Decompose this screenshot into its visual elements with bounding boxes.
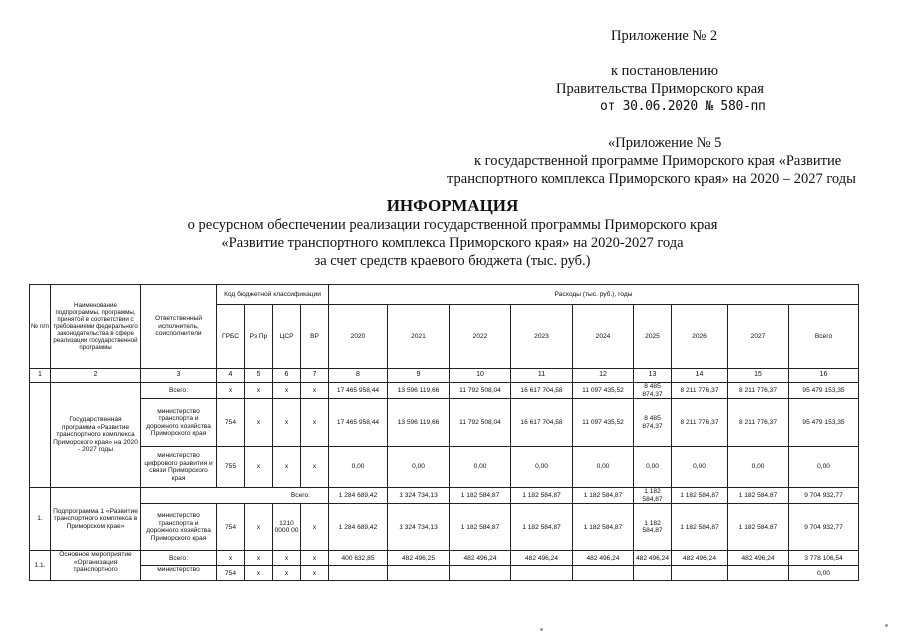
responsible-cell: министерство транспорта и дорожного хозяйства Приморского края (141, 504, 217, 551)
column-number: 6 (273, 369, 301, 383)
value-cell: 1 284 689,42 (329, 488, 388, 504)
value-cell: 1 182 584,87 (573, 504, 634, 551)
value-cell: 482 496,24 (511, 551, 573, 566)
header-rzpr: Рз Пр (245, 305, 273, 369)
value-cell (511, 566, 573, 581)
value-cell: 1 182 584,87 (573, 488, 634, 504)
budget-table (29, 284, 859, 581)
title-line-3: за счет средств краевого бюджета (тыс. руб.) (314, 253, 591, 269)
code-cell: x (301, 447, 329, 488)
code-cell: x (245, 566, 273, 581)
value-cell: 8 485 874,37 (634, 383, 672, 399)
value-cell (728, 566, 789, 581)
column-number: 9 (388, 369, 450, 383)
code-cell: 755 (217, 447, 245, 488)
code-cell: 754 (217, 566, 245, 581)
code-cell: x (301, 551, 329, 566)
row-number (30, 383, 51, 488)
value-cell: 1 182 584,87 (672, 504, 728, 551)
value-cell: 11 792 508,04 (450, 399, 511, 447)
responsible-cell: министерство транспорта и дорожного хозяйства Приморского края (141, 399, 217, 447)
program-name: Государственная программа «Развитие транспортного комплекса Приморского края» на 2020 - 2027 годы (51, 383, 141, 488)
value-cell: 1 182 584,87 (672, 488, 728, 504)
code-cell: x (301, 566, 329, 581)
value-cell: 0,00 (728, 447, 789, 488)
total-cell: 9 704 932,77 (789, 488, 859, 504)
year-header: 2021 (388, 305, 450, 369)
value-cell: 1 182 584,87 (511, 504, 573, 551)
code-cell: x (273, 551, 301, 566)
total-cell: 95 479 153,35 (789, 399, 859, 447)
value-cell: 0,00 (672, 447, 728, 488)
value-cell: 0,00 (388, 447, 450, 488)
total-cell: 95 479 153,35 (789, 383, 859, 399)
value-cell: 17 465 958,44 (329, 399, 388, 447)
code-cell: 1210 0000 00 (273, 504, 301, 551)
value-cell: 1 182 584,87 (634, 488, 672, 504)
total-cell: 3 778 106,54 (789, 551, 859, 566)
value-cell: 1 324 734,13 (388, 504, 450, 551)
column-numbers-row (30, 369, 859, 383)
value-cell: 8 211 776,37 (728, 383, 789, 399)
responsible-cell: Всего: (141, 488, 329, 504)
row-number: 1.1. (30, 551, 51, 581)
year-header: 2023 (511, 305, 573, 369)
value-cell (634, 566, 672, 581)
value-cell (388, 566, 450, 581)
table-row (30, 551, 859, 566)
subprogram-name: Подпрограмма 1 «Развитие транспортного комплекса в Приморском крае» (51, 488, 141, 551)
value-cell: 1 182 584,87 (634, 504, 672, 551)
value-cell (329, 566, 388, 581)
title-line-2: «Развитие транспортного комплекса Приморского края» на 2020-2027 года (221, 235, 684, 251)
column-number: 15 (728, 369, 789, 383)
code-cell: x (245, 551, 273, 566)
value-cell: 11 097 435,52 (573, 383, 634, 399)
table-row (30, 566, 859, 581)
responsible-cell: министерство (141, 566, 217, 581)
code-cell: x (273, 383, 301, 399)
table-row (30, 447, 859, 488)
value-cell (672, 566, 728, 581)
responsible-cell: Всего: (141, 383, 217, 399)
year-header: 2022 (450, 305, 511, 369)
code-cell: x (301, 504, 329, 551)
document-title: ИНФОРМАЦИЯ (386, 196, 519, 215)
header-expenses: Расходы (тыс. руб.), годы (329, 285, 859, 305)
value-cell: 8 211 776,37 (672, 383, 728, 399)
code-cell: x (301, 383, 329, 399)
value-cell: 13 596 119,66 (388, 399, 450, 447)
code-cell: x (245, 383, 273, 399)
column-number: 4 (217, 369, 245, 383)
value-cell: 482 496,25 (388, 551, 450, 566)
code-cell: x (217, 383, 245, 399)
scan-speck (885, 624, 888, 627)
header-vr: ВР (301, 305, 329, 369)
value-cell: 8 485 874,37 (634, 399, 672, 447)
value-cell: 482 496,24 (573, 551, 634, 566)
total-header: Всего (789, 305, 859, 369)
column-number: 2 (51, 369, 141, 383)
date-number-stamp: от 30.06.2020 № 580-пп (600, 99, 766, 114)
column-number: 7 (301, 369, 329, 383)
column-number: 3 (141, 369, 217, 383)
value-cell (573, 566, 634, 581)
value-cell: 8 211 776,37 (672, 399, 728, 447)
year-header: 2020 (329, 305, 388, 369)
value-cell: 0,00 (329, 447, 388, 488)
value-cell: 16 617 704,58 (511, 399, 573, 447)
program-line-2: транспортного комплекса Приморского края» на 2020 – 2027 годы (447, 171, 856, 187)
table-row (30, 504, 859, 551)
value-cell: 16 617 704,58 (511, 383, 573, 399)
year-header: 2024 (573, 305, 634, 369)
resolution-label: к постановлению (611, 63, 719, 79)
value-cell: 13 596 119,66 (388, 383, 450, 399)
code-cell: x (245, 504, 273, 551)
value-cell: 1 284 689,42 (329, 504, 388, 551)
header-responsible: Ответственный исполнитель, соисполнители (141, 285, 217, 369)
header-no: № п/п (30, 285, 51, 369)
total-cell: 9 704 932,77 (789, 504, 859, 551)
column-number: 12 (573, 369, 634, 383)
scan-speck (540, 628, 543, 631)
code-cell: 754 (217, 504, 245, 551)
header-grbs: ГРБС (217, 305, 245, 369)
activity-name: Основное мероприятие «Организация транспортного (51, 551, 141, 581)
value-cell: 17 465 958,44 (329, 383, 388, 399)
column-number: 1 (30, 369, 51, 383)
code-cell: x (217, 551, 245, 566)
value-cell: 482 496,24 (672, 551, 728, 566)
value-cell: 0,00 (634, 447, 672, 488)
title-line-1: о ресурсном обеспечении реализации государственной программы Приморского края (187, 217, 718, 233)
code-cell: x (273, 447, 301, 488)
code-cell: x (245, 399, 273, 447)
value-cell: 8 211 776,37 (728, 399, 789, 447)
header-csr: ЦСР (273, 305, 301, 369)
value-cell (450, 566, 511, 581)
header-name: Наименование подпрограммы, программы, принятой в соответствии с требованиями федерального законодательства в сфере реализации государственной программы (51, 285, 141, 369)
value-cell: 1 182 584,87 (450, 504, 511, 551)
year-header: 2026 (672, 305, 728, 369)
value-cell: 482 496,24 (450, 551, 511, 566)
column-number: 10 (450, 369, 511, 383)
appendix5-label: «Приложение № 5 (608, 135, 722, 151)
column-number: 11 (511, 369, 573, 383)
column-number: 5 (245, 369, 273, 383)
total-cell: 0,00 (789, 447, 859, 488)
value-cell: 11 097 435,52 (573, 399, 634, 447)
code-cell: x (245, 447, 273, 488)
column-number: 14 (672, 369, 728, 383)
value-cell: 1 182 584,87 (728, 488, 789, 504)
program-line-1: к государственной программе Приморского края «Развитие (474, 153, 842, 169)
value-cell: 11 792 508,04 (450, 383, 511, 399)
header-budget-code: Код бюджетной классификации (217, 285, 329, 305)
code-cell: 754 (217, 399, 245, 447)
row-number: 1. (30, 488, 51, 551)
total-cell: 0,00 (789, 566, 859, 581)
year-header: 2027 (728, 305, 789, 369)
value-cell: 482 496,24 (728, 551, 789, 566)
appendix-label: Приложение № 2 (611, 28, 718, 44)
value-cell: 0,00 (573, 447, 634, 488)
value-cell: 1 324 734,13 (388, 488, 450, 504)
value-cell: 400 632,85 (329, 551, 388, 566)
value-cell: 1 182 584,87 (511, 488, 573, 504)
value-cell: 482 496,24 (634, 551, 672, 566)
value-cell: 0,00 (511, 447, 573, 488)
code-cell: x (273, 566, 301, 581)
responsible-cell: Всего: (141, 551, 217, 566)
column-number: 16 (789, 369, 859, 383)
code-cell: x (273, 399, 301, 447)
government-label: Правительства Приморского края (556, 81, 764, 97)
table-row (30, 488, 859, 504)
column-number: 8 (329, 369, 388, 383)
value-cell: 0,00 (450, 447, 511, 488)
table-row (30, 383, 859, 399)
year-header: 2025 (634, 305, 672, 369)
code-cell: x (301, 399, 329, 447)
value-cell: 1 182 584,87 (450, 488, 511, 504)
value-cell: 1 182 584,87 (728, 504, 789, 551)
table-row (30, 399, 859, 447)
column-number: 13 (634, 369, 672, 383)
responsible-cell: министерство цифрового развития и связи Приморского края (141, 447, 217, 488)
